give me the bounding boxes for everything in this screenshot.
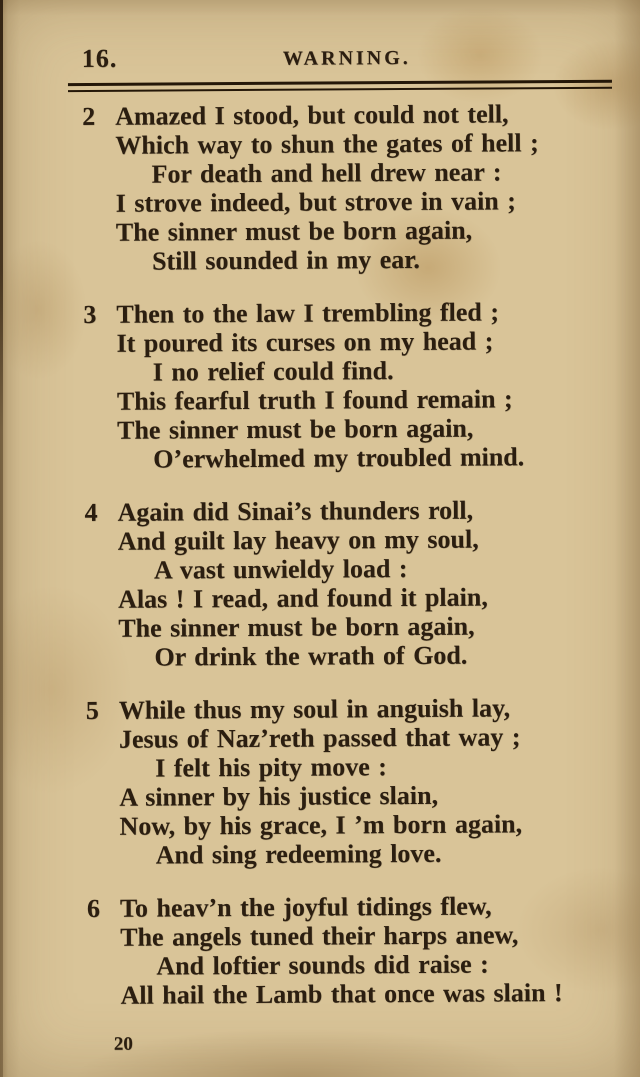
verse-line: Then to the law I trembling fled ; xyxy=(116,297,500,329)
verse-number: 6 xyxy=(86,893,101,923)
verse-4 xyxy=(84,495,615,672)
verse-2 xyxy=(82,99,613,276)
verse-line: A sinner by his justice slain, xyxy=(119,780,439,812)
verse-line: The sinner must be born again, xyxy=(116,413,474,445)
verse-line: The sinner must be born again, xyxy=(115,215,473,247)
verse-line: It poured its curses on my head ; xyxy=(116,326,494,358)
hymn-verses xyxy=(82,99,618,1010)
verse-line: Or drink the wrath of God. xyxy=(154,640,468,672)
verse-line: Amazed I stood, but could not tell, xyxy=(115,99,509,131)
verse-line: Which way to shun the gates of hell ; xyxy=(115,128,539,160)
signature-mark: 20 xyxy=(113,1033,133,1055)
page-header xyxy=(82,41,612,72)
verse-line: Again did Sinai’s thunders roll, xyxy=(117,495,474,527)
running-title: WARNING. xyxy=(282,46,411,70)
verse-line: Jesus of Naz’reth passed that way ; xyxy=(118,722,521,754)
verse-line: And sing redeeming love. xyxy=(155,838,442,870)
verse-5 xyxy=(86,693,617,870)
verse-line: Alas ! I read, and found it plain, xyxy=(118,582,488,614)
verse-line: To heav’n the joyful tidings flew, xyxy=(119,891,492,923)
verse-line: While thus my soul in anguish lay, xyxy=(118,693,511,725)
verse-line: Now, by his grace, I ’m born again, xyxy=(119,809,523,841)
verse-number: 4 xyxy=(84,497,98,527)
verse-line: This fearful truth I found remain ; xyxy=(116,384,513,416)
verse-3 xyxy=(83,297,614,474)
verse-line: O’erwhelmed my troubled mind. xyxy=(153,442,525,474)
verse-6 xyxy=(87,891,618,1010)
verse-line: The sinner must be born again, xyxy=(118,611,475,643)
verse-line: I no relief could find. xyxy=(152,356,394,387)
verse-line: The angels tuned their harps anew, xyxy=(120,920,519,952)
header-double-rule xyxy=(68,80,612,92)
verse-line: For death and hell drew near : xyxy=(151,157,502,189)
verse-line: Still sounded in my ear. xyxy=(151,244,420,276)
verse-number: 3 xyxy=(83,299,97,329)
verse-line: I strove indeed, but strove in vain ; xyxy=(115,186,516,218)
verse-number: 5 xyxy=(85,695,99,725)
verse-line: And guilt lay heavy on my soul, xyxy=(117,524,479,556)
verse-line: And loftier sounds did raise : xyxy=(156,949,489,981)
verse-line: A vast unwieldy load : xyxy=(153,554,408,585)
verse-line: All hail the Lamb that once was slain ! xyxy=(120,978,563,1010)
verse-number: 2 xyxy=(82,101,96,131)
verse-line: I felt his pity move : xyxy=(155,752,387,783)
hymn-number: 16. xyxy=(81,43,118,73)
